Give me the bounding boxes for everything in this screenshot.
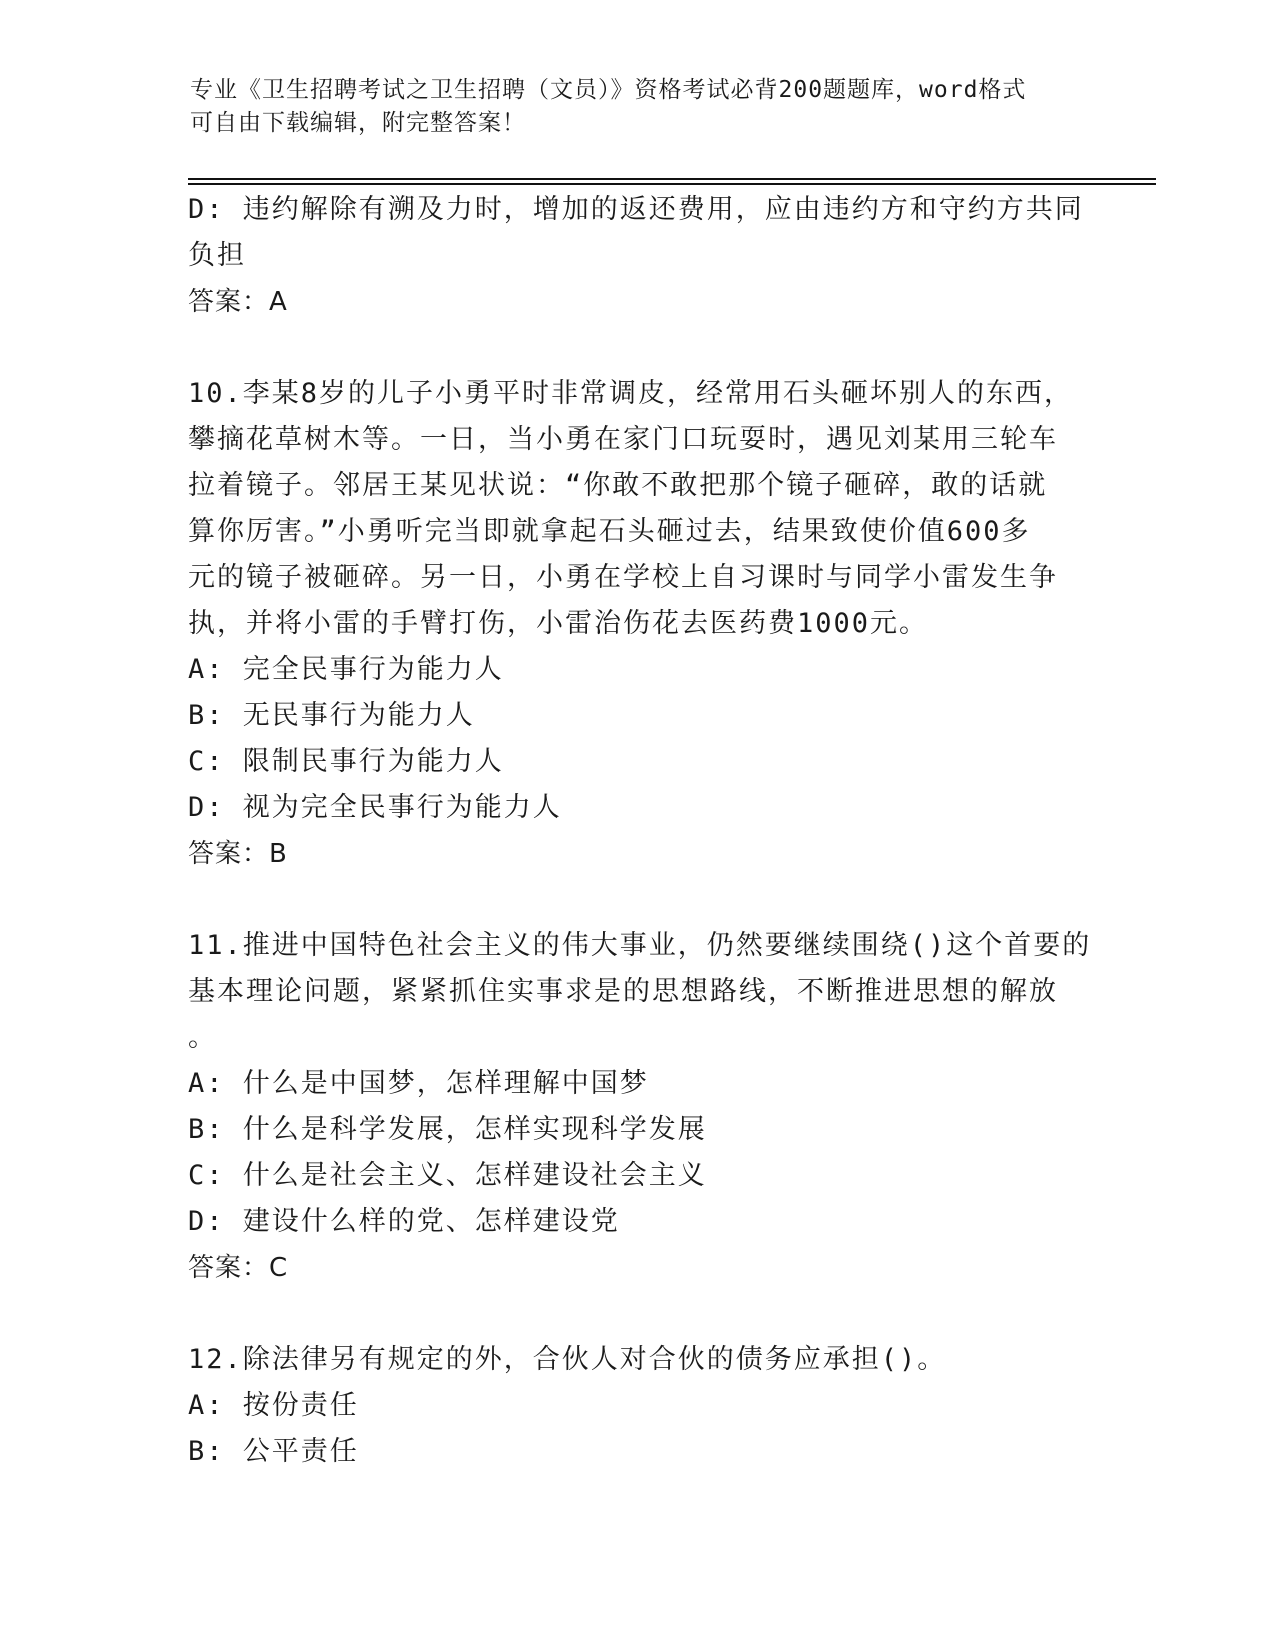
option-b: B: 无民事行为能力人	[188, 700, 475, 731]
option-d: D: 视为完全民事行为能力人	[188, 792, 562, 823]
option-b: B: 什么是科学发展，怎样实现科学发展	[188, 1114, 707, 1145]
question-text-line: 攀摘花草树木等。一日，当小勇在家门口玩耍时，遇见刘某用三轮车	[188, 424, 1058, 455]
header-divider-bottom	[188, 183, 1156, 185]
question-text-line: 10.李某8岁的儿子小勇平时非常调皮，经常用石头砸坏别人的东西，	[188, 378, 1074, 409]
answer-line: 答案：B	[188, 839, 288, 869]
question-10	[188, 371, 1088, 877]
question-text-line: 基本理论问题，紧紧抓住实事求是的思想路线，不断推进思想的解放	[188, 976, 1058, 1007]
previous-question-tail	[188, 187, 1088, 325]
spacer	[188, 1291, 1088, 1337]
option-c: C: 什么是社会主义、怎样建设社会主义	[188, 1160, 707, 1191]
header-title-line-1: 专业《卫生招聘考试之卫生招聘（文员）》资格考试必背200题题库，word格式	[190, 77, 1027, 103]
question-text-line: 算你厉害。”小勇听完当即就拿起石头砸过去，结果致使价值600多	[188, 516, 1031, 547]
question-text-line: 。	[188, 1022, 217, 1053]
question-text-line: 执，并将小雷的手臂打伤，小雷治伤花去医药费1000元。	[188, 608, 929, 639]
header-title-line-2: 可自由下载编辑，附完整答案！	[190, 110, 526, 136]
question-content	[188, 187, 1092, 1475]
question-text-line: 11.推进中国特色社会主义的伟大事业，仍然要继续围绕()这个首要的	[188, 930, 1092, 961]
option-a: A: 什么是中国梦，怎样理解中国梦	[188, 1068, 649, 1099]
spacer	[188, 325, 1088, 371]
option-a: A: 完全民事行为能力人	[188, 654, 504, 685]
option-b: B: 公平责任	[188, 1436, 359, 1467]
document-header	[190, 74, 1090, 140]
question-12	[188, 1337, 1088, 1475]
answer-line: 答案：C	[188, 1253, 289, 1283]
option-d-continued: 负担	[188, 240, 246, 271]
header-divider-top	[188, 178, 1156, 180]
option-a: A: 按份责任	[188, 1390, 359, 1421]
option-d: D: 建设什么样的党、怎样建设党	[188, 1206, 620, 1237]
question-11	[188, 923, 1092, 1291]
question-text-line: 元的镜子被砸碎。另一日，小勇在学校上自习课时与同学小雷发生争	[188, 562, 1058, 593]
option-c: C: 限制民事行为能力人	[188, 746, 504, 777]
answer-line: 答案：A	[188, 287, 288, 317]
question-text-line: 拉着镜子。邻居王某见状说：“你敢不敢把那个镜子砸碎，敢的话就	[188, 470, 1048, 501]
spacer	[188, 877, 1088, 923]
option-d: D: 违约解除有溯及力时，增加的返还费用，应由违约方和守约方共同	[188, 194, 1084, 225]
question-text-line: 12.除法律另有规定的外，合伙人对合伙的债务应承担()。	[188, 1344, 947, 1375]
